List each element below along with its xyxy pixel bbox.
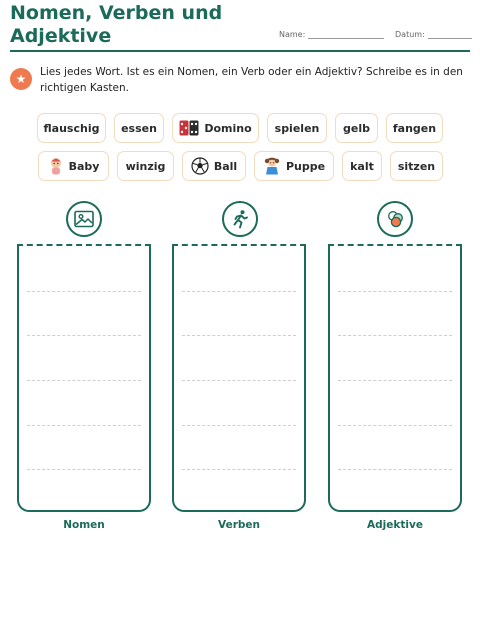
name-label: Name:: [279, 30, 306, 39]
writing-line: [338, 425, 452, 426]
date-field[interactable]: [395, 30, 472, 39]
writing-line: [182, 469, 296, 470]
header-divider: [10, 50, 470, 52]
writing-line: [182, 335, 296, 336]
writing-line: [338, 291, 452, 292]
word-chip-spielen[interactable]: [267, 113, 327, 143]
writing-line: [338, 380, 452, 381]
writing-line: [27, 469, 141, 470]
domino-icon: [179, 120, 199, 136]
writing-line: [182, 291, 296, 292]
writing-line: [27, 335, 141, 336]
word-label: Baby: [68, 159, 100, 173]
word-chip-puppe[interactable]: [254, 151, 334, 181]
word-chip-ball[interactable]: [182, 151, 246, 181]
writing-line: [182, 425, 296, 426]
word-label: fangen: [392, 121, 437, 135]
word-label: Puppe: [285, 159, 326, 173]
word-chip-gelb[interactable]: [335, 113, 378, 143]
word-chip-winzig[interactable]: [117, 151, 174, 181]
date-label: Datum:: [395, 30, 425, 39]
picture-icon: [66, 201, 102, 237]
word-chip-domino[interactable]: [172, 113, 259, 143]
page-title: Nomen, Verben und Adjektive: [10, 2, 223, 47]
writing-line: [27, 380, 141, 381]
word-label: winzig: [125, 159, 166, 173]
baby-icon: [48, 157, 64, 175]
word-chip-sitzen[interactable]: [390, 151, 443, 181]
nomen-answer-box[interactable]: [17, 244, 151, 512]
writing-line: [338, 469, 452, 470]
writing-line: [27, 425, 141, 426]
verben-answer-box[interactable]: [172, 244, 306, 512]
color-circles-icon: [377, 201, 413, 237]
word-label: gelb: [343, 121, 370, 135]
word-label: flauschig: [43, 121, 100, 135]
word-chip-kalt[interactable]: [342, 151, 382, 181]
word-label: essen: [121, 121, 157, 135]
word-label: sitzen: [397, 159, 436, 173]
doll-icon: [263, 157, 281, 175]
category-label-adjektive: Adjektive: [367, 519, 423, 531]
word-chip-baby[interactable]: [38, 151, 109, 181]
category-label-nomen: Nomen: [63, 519, 105, 531]
name-line[interactable]: [308, 31, 384, 39]
word-label: kalt: [350, 159, 374, 173]
name-field[interactable]: [279, 30, 384, 39]
category-label-verben: Verben: [218, 519, 260, 531]
word-label: Ball: [213, 159, 238, 173]
writing-line: [27, 291, 141, 292]
word-chip-fangen[interactable]: [386, 113, 443, 143]
word-label: Domino: [204, 121, 252, 135]
word-chip-essen[interactable]: [114, 113, 164, 143]
writing-line: [182, 380, 296, 381]
word-label: spielen: [274, 121, 320, 135]
word-chip-flauschig[interactable]: [37, 113, 106, 143]
soccer-ball-icon: [191, 157, 209, 175]
writing-line: [338, 335, 452, 336]
instruction-text: Lies jedes Wort. Ist es ein Nomen, ein Verb oder ein Adjektiv? Schreibe es in den richtigen Kasten.: [40, 66, 463, 94]
date-line[interactable]: [428, 31, 472, 39]
running-person-icon: [222, 201, 258, 237]
star-icon: ★: [10, 68, 32, 90]
adjektive-answer-box[interactable]: [328, 244, 462, 512]
